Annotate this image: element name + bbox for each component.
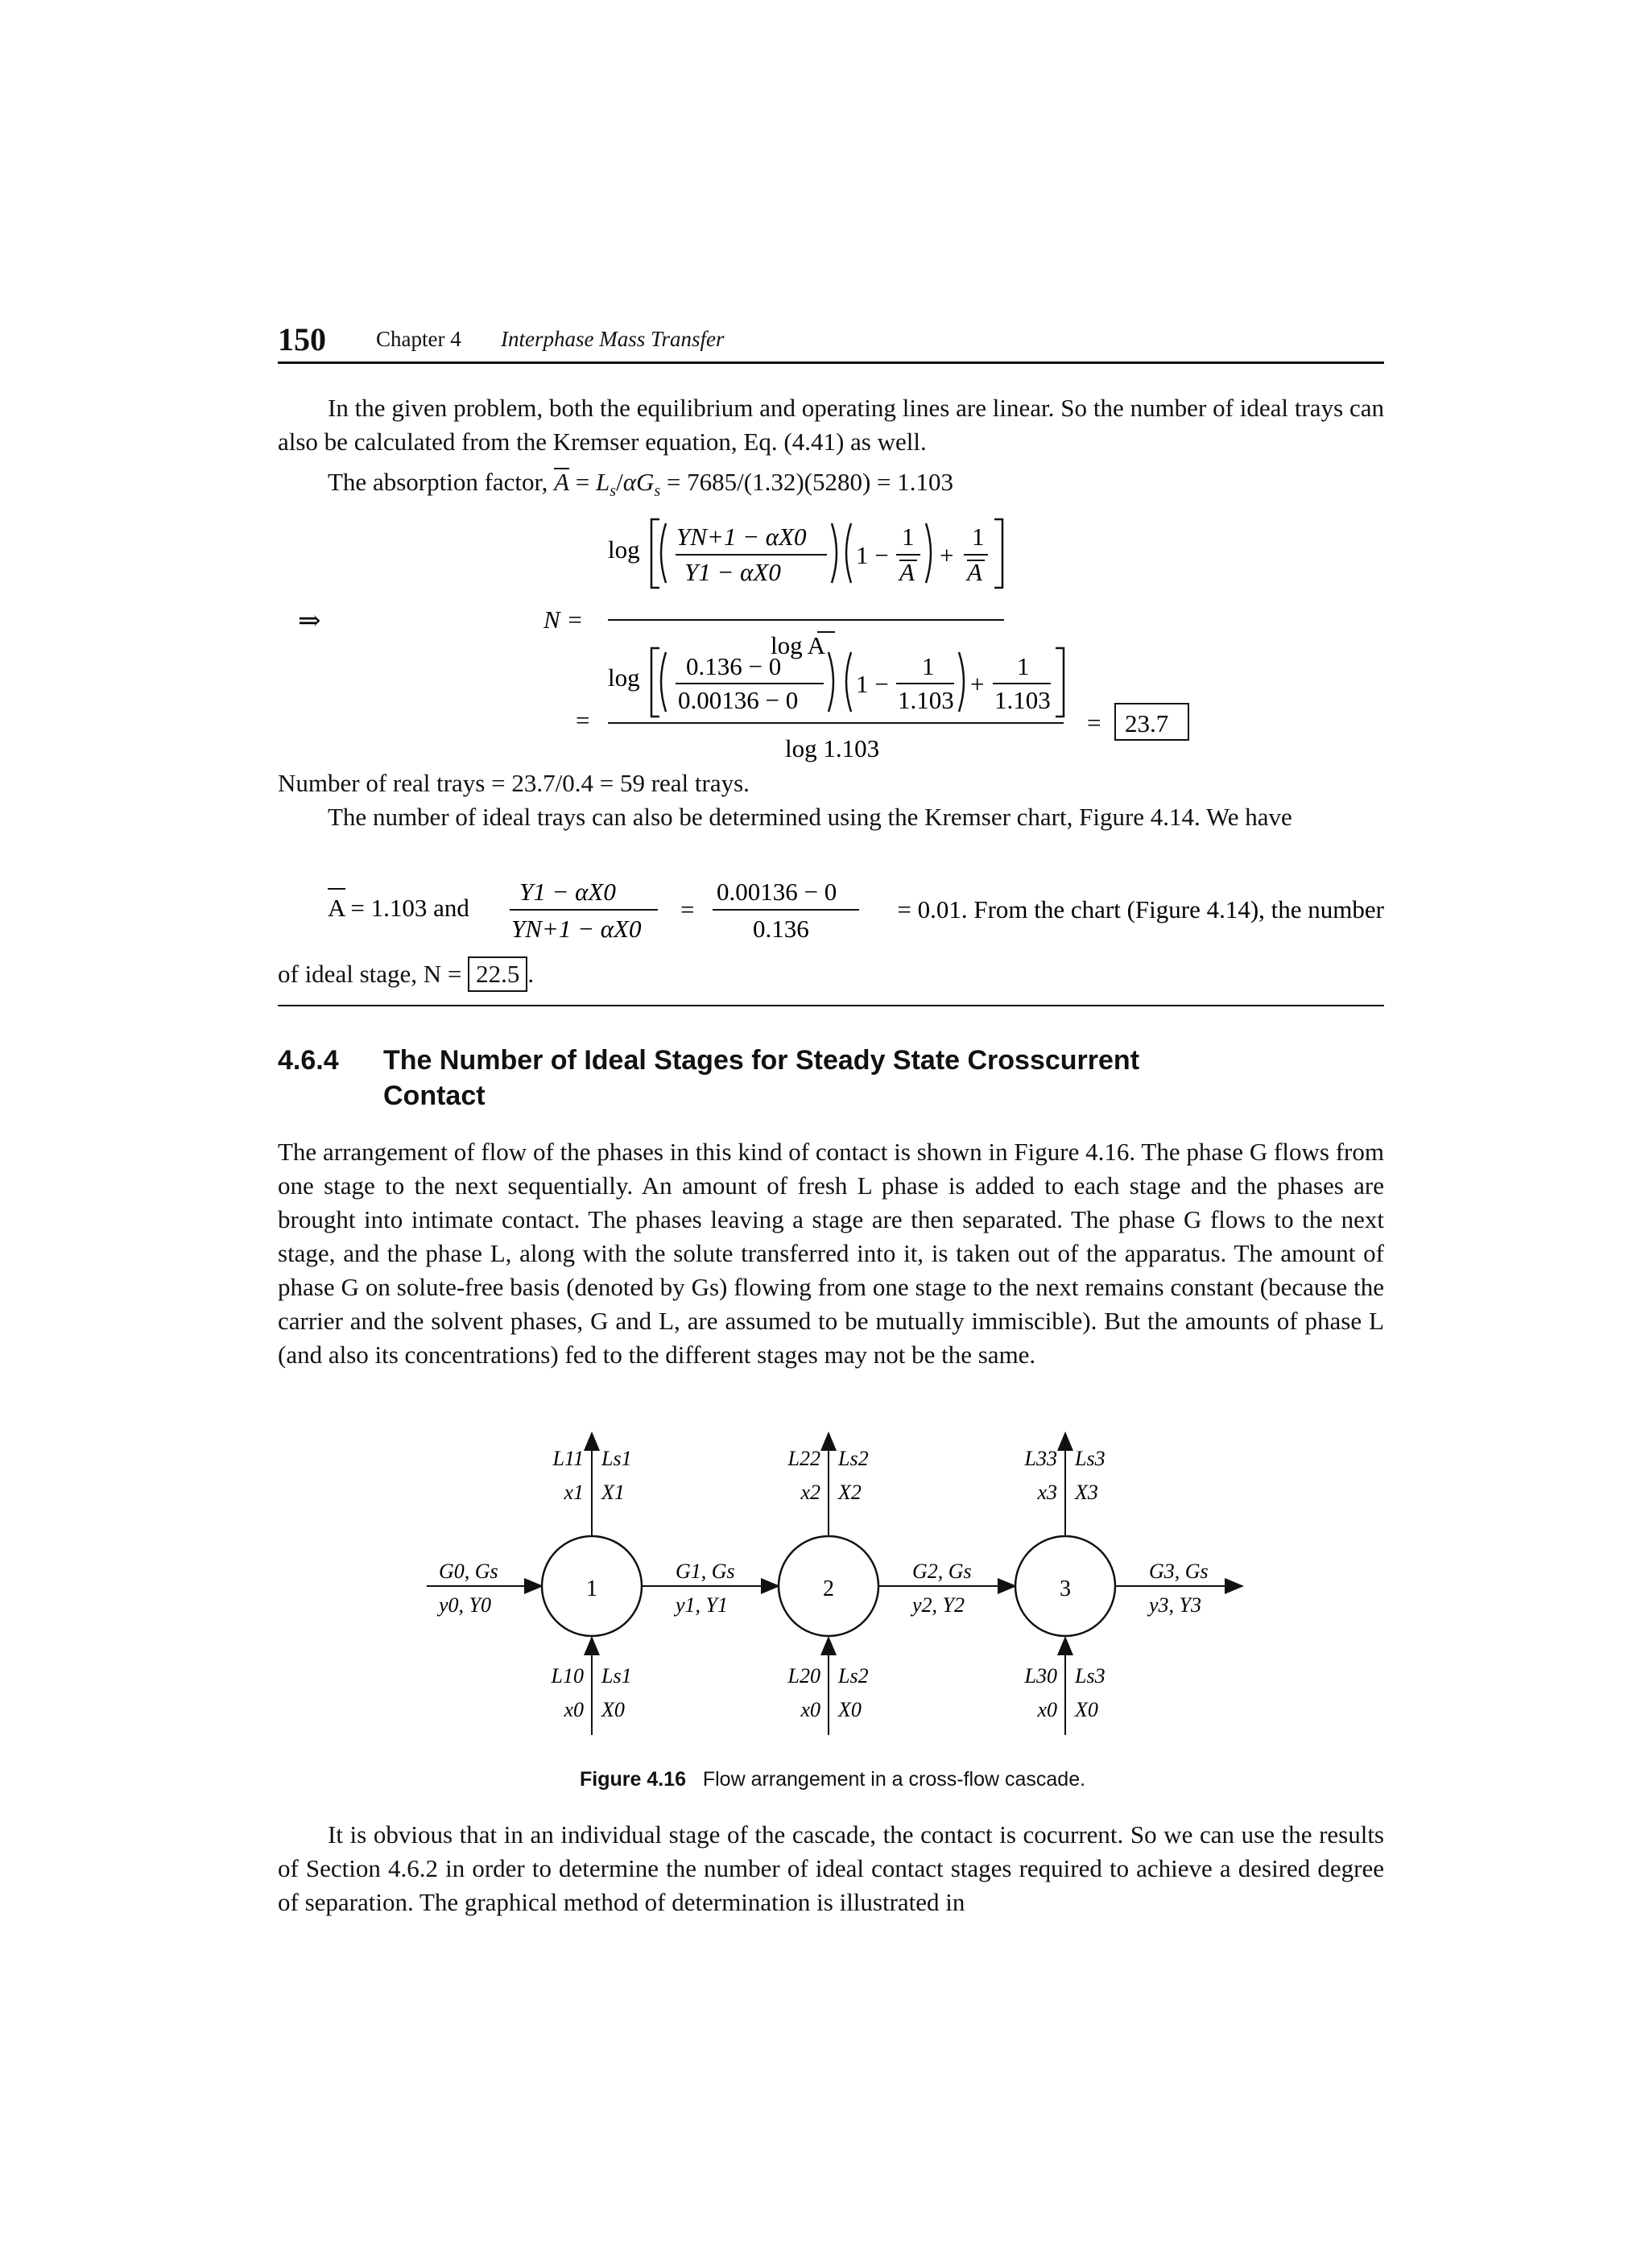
val-1103-b: 1.103 — [994, 686, 1051, 714]
chapter-title: Interphase Mass Transfer — [501, 327, 725, 351]
A-1: A — [899, 558, 915, 586]
chart-ratio-equation — [278, 870, 1384, 958]
section-title-line2: Contact — [383, 1080, 486, 1111]
stream3-top: G3, Gs — [1149, 1560, 1209, 1583]
den-log-1103: log 1.103 — [785, 734, 880, 762]
s3-in-Ls: Ls3 — [1075, 1664, 1106, 1688]
abar-text: A = 1.103 and — [328, 894, 469, 922]
plus-1: + — [940, 541, 954, 569]
stage-label-2: 2 — [823, 1576, 834, 1601]
s1-out-L: L11 — [552, 1447, 584, 1470]
s3-in-X: X0 — [1075, 1698, 1098, 1721]
s2-in-L: L20 — [787, 1664, 820, 1688]
one-minus-1: 1 − — [856, 541, 889, 569]
s1-out-X: X1 — [601, 1481, 625, 1504]
intro-paragraph: In the given problem, both the equilibrium and operating lines are linear. So the number of ideal trays can also be calculated from the Kremser equation, Eq. (4.41) as well. — [278, 394, 1384, 456]
chart-tail: = 0.01. From the chart (Figure 4.14), the number — [897, 895, 1384, 923]
log-label-2: log — [608, 663, 640, 692]
N-equals: N = — [543, 605, 584, 634]
page-number: 150 — [278, 321, 326, 357]
frac2-bot: 0.136 — [753, 915, 809, 943]
num2-top: 0.136 − 0 — [686, 652, 782, 680]
stream0-bot: y0, Y0 — [439, 1593, 491, 1617]
s1-in-L: L10 — [551, 1664, 584, 1688]
ideal-stage-period: . — [527, 960, 535, 988]
s2-in-x: x0 — [800, 1698, 820, 1721]
num1-bot: Y1 − αX0 — [684, 558, 781, 586]
kremser-result: 23.7 — [1125, 709, 1169, 737]
stream1-bot: y1, Y1 — [676, 1593, 728, 1617]
kremser-equation — [278, 507, 1384, 765]
stream2-bot: y2, Y2 — [912, 1593, 965, 1617]
implies-symbol: ⇒ — [298, 606, 321, 636]
stage-label-1: 1 — [586, 1576, 597, 1601]
figure-caption-label: Figure 4.16 — [580, 1768, 686, 1791]
closing-paragraph: It is obvious that in an individual stage of the cascade, the contact is cocurrent. So we can use the results of Section 4.6.2 in order to determine the number of ideal contact stages required to achieve a desired degree of separation. The graphical method of determination is illustrated in — [278, 1820, 1384, 1916]
val-1103-a: 1.103 — [898, 686, 954, 714]
ideal-stage-value: 22.5 — [468, 956, 527, 992]
equals-3: = — [1087, 708, 1101, 737]
frac-equals: = — [680, 895, 695, 923]
plus-2: + — [970, 670, 985, 698]
s3-out-Ls: Ls3 — [1075, 1447, 1106, 1470]
s2-out-Ls: Ls2 — [838, 1447, 869, 1470]
A-2: A — [967, 558, 982, 586]
section-paragraph: The arrangement of flow of the phases in this kind of contact is shown in Figure 4.16. The phase G flows from one stage to the next sequentially. An amount of fresh L phase is added to each stage and the phases are brought into intimate contact. The phases leaving a stage are then separated. The phase G flows to the next stage, and the phase L, along with the solute transferred into it, is taken out of the apparatus. The amount of phase G on solute-free basis (denoted by Gs) flowing from one stage to the next remains constant (because the carrier and the solvent phases, G and L, are assumed to be mutually immiscible). But the amounts of phase L (and also its concentrations) fed to the different stages may not be the same. — [278, 1138, 1384, 1369]
s2-out-X: X2 — [838, 1481, 862, 1504]
s1-in-x: x0 — [564, 1698, 584, 1721]
section-number: 4.6.4 — [278, 1045, 339, 1076]
s1-in-Ls: Ls1 — [601, 1664, 632, 1688]
absorption-factor: The absorption factor, A = $L_s/\alpha G_s = 7685/(1.32)(5280) = 1.103$ — [328, 468, 954, 501]
example-end-rule — [278, 1005, 1384, 1006]
stream3-bot: y3, Y3 — [1149, 1593, 1201, 1617]
equals-2: = — [576, 706, 590, 734]
real-trays-line: Number of real trays = 23.7/0.4 = 59 real trays. — [278, 769, 750, 797]
figure-caption-text: Flow arrangement in a cross-flow cascade. — [702, 1768, 1086, 1791]
s2-out-x: x2 — [800, 1481, 820, 1504]
s2-out-L: L22 — [787, 1447, 820, 1470]
one-minus-2: 1 − — [856, 670, 889, 698]
header-rule — [278, 361, 1384, 364]
s3-out-X: X3 — [1075, 1481, 1098, 1504]
num1-top: YN+1 − αX0 — [676, 523, 807, 551]
section-title-line1: The Number of Ideal Stages for Steady State Crosscurrent — [383, 1045, 1140, 1076]
figure-caption — [580, 1768, 1085, 1791]
chart-sentence: The number of ideal trays can also be determined using the Kremser chart, Figure 4.14. We have — [328, 803, 1292, 831]
one-d: 1 — [1017, 652, 1030, 680]
one-b: 1 — [972, 523, 985, 551]
figure-cross-flow-cascade — [278, 1425, 1384, 1747]
num2-bot: 0.00136 − 0 — [678, 686, 799, 714]
s2-in-X: X0 — [838, 1698, 862, 1721]
stage-label-3: 3 — [1060, 1576, 1071, 1601]
frac2-top: 0.00136 − 0 — [717, 878, 837, 906]
frac-bot: YN+1 − αX0 — [511, 915, 642, 943]
s3-in-L: L30 — [1024, 1664, 1057, 1688]
s3-out-L: L33 — [1024, 1447, 1057, 1470]
one-c: 1 — [922, 652, 935, 680]
stream0-top: G0, Gs — [439, 1560, 498, 1583]
stream2-top: G2, Gs — [912, 1560, 972, 1583]
s1-out-Ls: Ls1 — [601, 1447, 632, 1470]
ideal-stage-text: of ideal stage, N = — [278, 960, 462, 988]
one-a: 1 — [902, 523, 915, 551]
stream1-top: G1, Gs — [676, 1560, 735, 1583]
s2-in-Ls: Ls2 — [838, 1664, 869, 1688]
chapter-label: Chapter 4 — [376, 327, 461, 351]
s1-out-x: x1 — [564, 1481, 584, 1504]
s3-in-x: x0 — [1037, 1698, 1057, 1721]
den-log-A: log A — [771, 631, 826, 659]
s1-in-X: X0 — [601, 1698, 625, 1721]
frac-top: Y1 − αX0 — [519, 878, 616, 906]
log-label-1: log — [608, 535, 640, 564]
s3-out-x: x3 — [1037, 1481, 1057, 1504]
ideal-stage-line — [278, 956, 534, 992]
